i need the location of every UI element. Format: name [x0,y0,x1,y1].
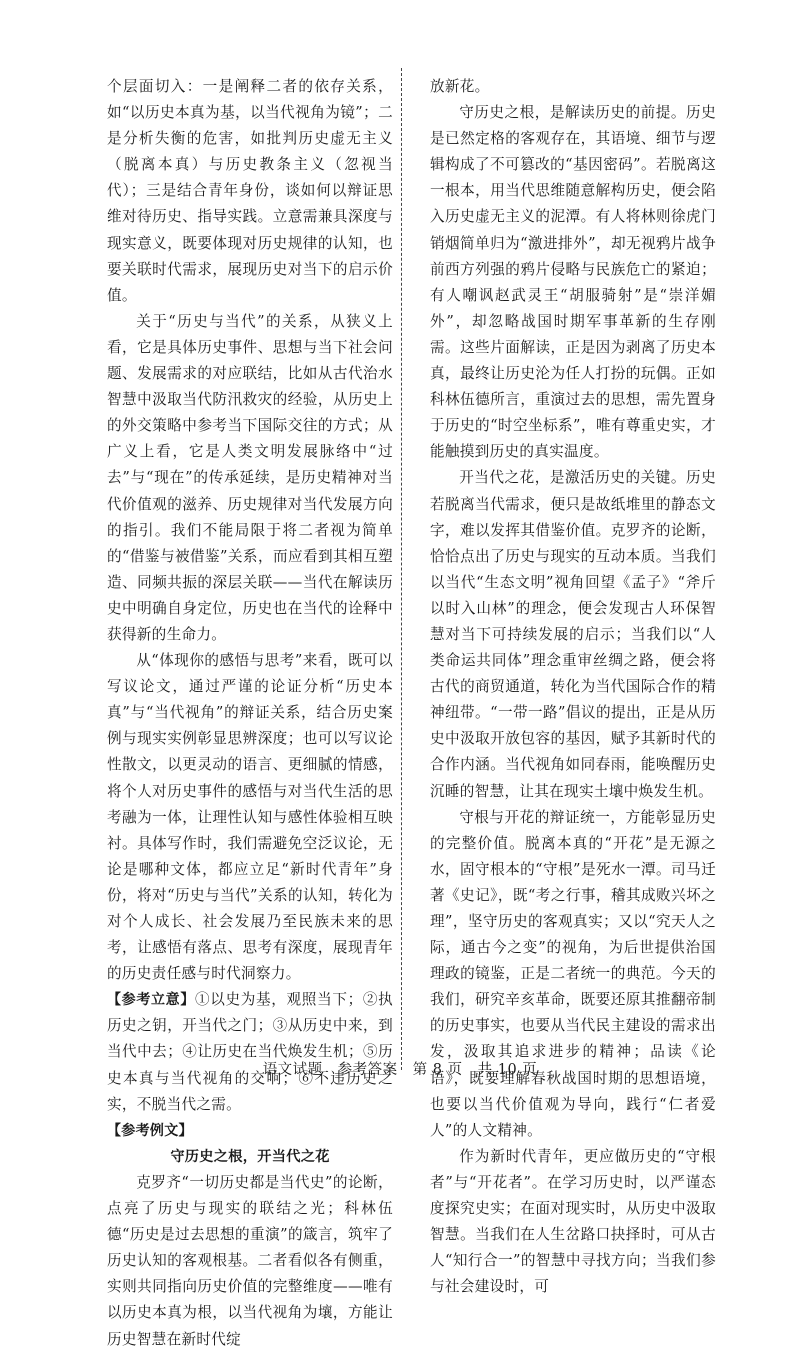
essay-root-paragraph: 守历史之根，是解读历史的前提。历史是已然定格的客观存在，其语境、细节与逻辑构成了不可篡改的“基因密码”。若脱离这一根本，用当代思维随意解构历史，便会陷入历史虚无主义的泥潭。有人将林则徐虎门销烟简单归为“激进排外”，却无视鸦片战争前西方列强的鸦片侵略与民族危亡的紧迫；有人嘲讽赵武灵王“胡服骑射”是“崇洋媚外”，却忽略战国时期军事革新的生存刚需。这些片面解读，正是因为剥离了历史本真，最终让历史沦为任人打扮的玩偶。正如科林伍德所言，重演过去的思想，需先置身于历史的“时空坐标系”，唯有尊重史实，才能触摸到历史的真实温度。 [430,104,716,461]
left-column [107,74,393,1353]
essay-unity-paragraph: 守根与开花的辩证统一，方能彰显历史的完整价值。脱离本真的“开花”是无源之水，固守根本的“守根”是死水一潭。司马迁著《史记》，既“考之行事，稽其成败兴坏之理”，坚守历史的客观真实；又以“究天人之际，通古今之变”的视角，为后世提供治国理政的镜鉴，正是二者统一的典范。今天的我们，研究辛亥革命，既要还原其推翻帝制的历史事实，也要从当代民主建设的需求出发，汲取其追求进步的精神；品读《论语》，既要理解春秋战国时期的思想语境，也要以当代价值观为导向，践行“仁者爱人”的人文精神。 [430,808,716,1139]
history-contemporary-paragraph: 关于“历史与当代”的关系，从狭义上看，它是具体历史事件、思想与当下社会问题、发展需求的对应联结，比如从古代治水智慧中汲取当代防汛救灾的经验，从历史上的外交策略中参考当下国际交往的方式；从广义上看，它是人类文明发展脉络中“过去”与“现在”的传承延续，是历史精神对当代价值观的滋养、历史规律对当代发展方向的指引。我们不能局限于将二者视为简单的“借鉴与被借鉴”关系，而应看到其相互塑造、同频共振的深层关联——当代在解读历史中明确自身定位，历史也在当代的诠释中获得新的生命力。 [107,312,393,643]
writing-guidance-paragraph: 从“体现你的感悟与思考”来看，既可以写议论文，通过严谨的论证分析“历史本真”与“当代视角”的辩证关系，结合历史案例与现实实例彰显思辨深度；也可以写议论性散文，以更灵动的语言、更细腻的情感，将个人对历史事件的感悟与对当代生活的思考融为一体，让理性认知与感性体验相互映衬。具体写作时，我们需避免空泛议论，无论是哪种文体，都应立足“新时代青年”身份，将对“历史与当代”关系的认知，转化为对个人成长、社会发展乃至民族未来的思考，让感悟有落点、思考有深度，展现青年的历史责任感与时代洞察力。 [107,652,393,983]
reference-ideas-paragraph [107,987,393,1117]
sample-essay-heading: 【参考例文】 [107,1122,193,1139]
essay-youth-paragraph: 作为新时代青年，更应做历史的“守根者”与“开花者”。在学习历史时，以严谨态度探究史实；在面对现实时，从历史中汲取智慧。当我们在人生岔路口抉择时，可从古人“知行合一”的智慧中寻找方向；当我们参与社会建设时，可 [430,1147,716,1296]
page-footer: 语文试题 参考答案 第 8 页 共 10 页 [262,1062,538,1078]
essay-opening-tail: 放新花。 [430,78,490,95]
intro-paragraph-tail: 个层面切入：一是阐释二者的依存关系，如“以历史本真为基，以当代视角为镜”；二是分析失衡的危害，如批判历史虚无主义（脱离本真）与历史教条主义（忽视当代）；三是结合青年身份，谈如何以辩证思维对待历史、指导实践。立意需兼具深度与现实意义，既要体现对历史规律的认知，也要关联时代需求，展现历史对当下的启示价值。 [107,78,393,304]
essay-opening-paragraph: 克罗齐“一切历史都是当代史”的论断，点亮了历史与现实的联结之光；科林伍德“历史是过去思想的重演”的箴言，筑牢了历史认知的客观根基。二者看似各有侧重，实则共同指向历史价值的完整维度——唯有以历史本真为根，以当代视角为壤，方能让历史智慧在新时代绽 [107,1173,393,1348]
reference-ideas-heading: 【参考立意】 [107,992,195,1009]
essay-flower-paragraph: 开当代之花，是激活历史的关键。历史若脱离当代需求，便只是故纸堆里的静态文字，难以发挥其借鉴价值。克罗齐的论断，恰恰点出了历史与现实的互动本质。当我们以当代“生态文明”视角回望《孟子》“斧斤以时入山林”的理念，便会发现古人环保智慧对当下可持续发展的启示；当我们以“人类命运共同体”理念重审丝绸之路，便会将古代的商贸通道，转化为当代国际合作的精神纽带。“一带一路”倡议的提出，正是从历史中汲取开放包容的基因，赋予其新时代的合作内涵。当代视角如同春雨，能唤醒历史沉睡的智慧，让其在现实土壤中焕发生机。 [430,469,716,800]
essay-title: 守历史之根，开当代之花 [170,1148,330,1165]
reference-ideas-list: ①以史为基，观照当下；②执历史之钥，开当代之门；③从历史中来，到当代中去；④让历史在当代焕发生机；⑤历史本真与当代视角的交响；⑥不违历史之实，不脱当代之需。 [107,991,393,1113]
column-divider [401,68,402,1070]
right-column [430,74,716,1300]
